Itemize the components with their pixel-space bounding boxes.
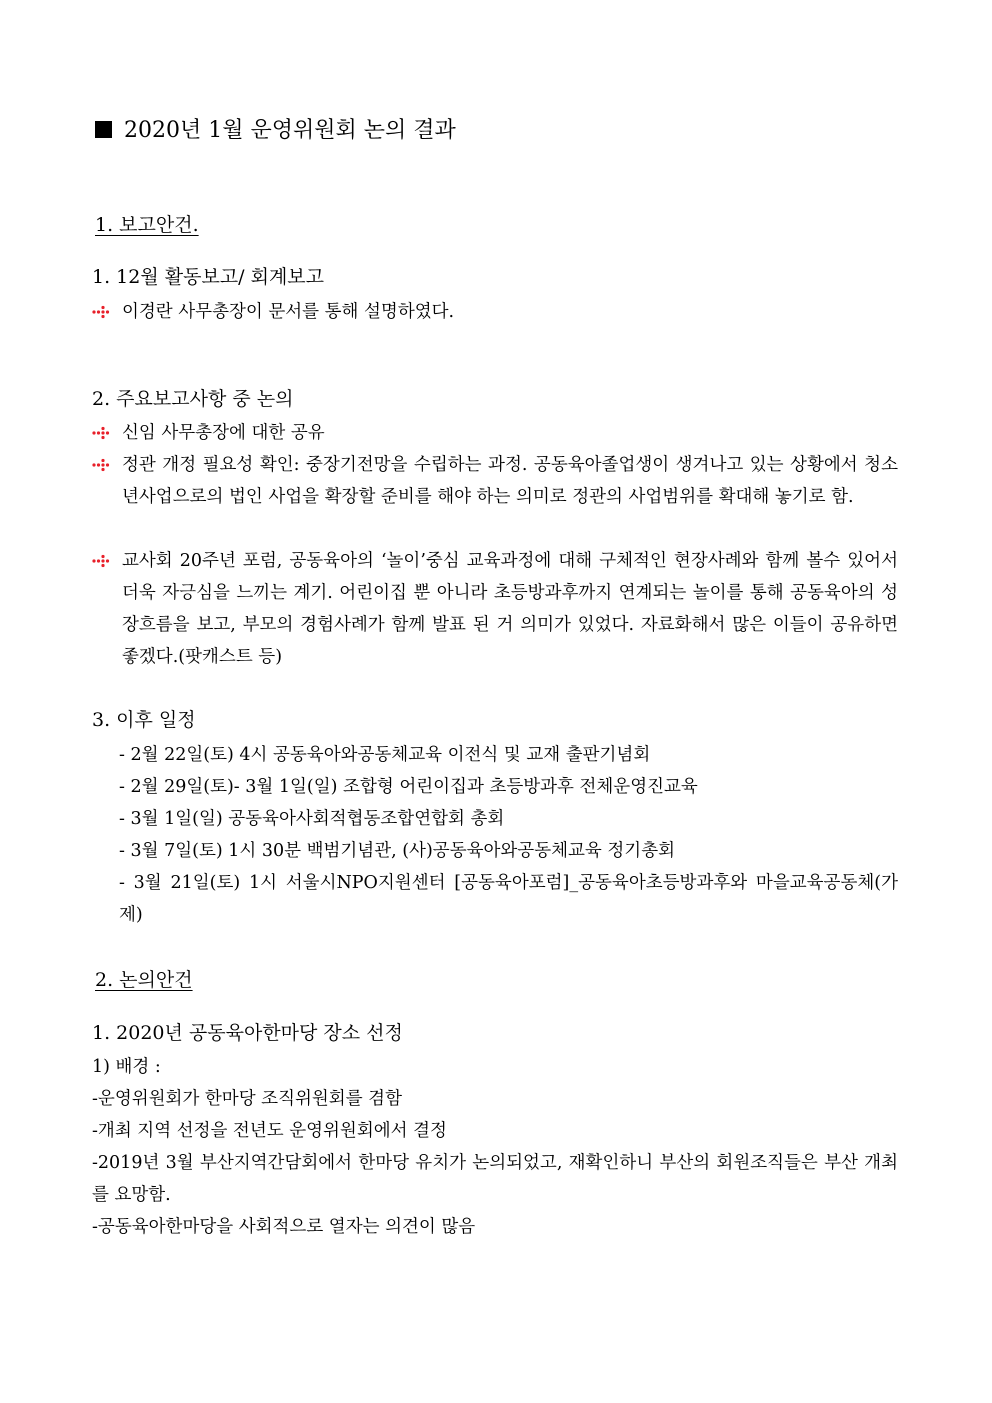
black-square-icon xyxy=(95,121,112,138)
item-title-schedule: 3. 이후 일정 xyxy=(92,709,196,731)
background-line: -개최 지역 선정을 전년도 운영위원회에서 결정 xyxy=(92,1121,447,1141)
bullet-item: 교사회 20주년 포럼, 공동육아의 ‘놀이’중심 교육과정에 대해 구체적인 현장사례와 함께 볼수 있어서 더욱 자긍심을 느끼는 계기. 어린이집 뿐 아니라 초등방과후까지 연계되는 놀이를 통해 공동육아의 성장흐름을 보고, 부모의 경험사례가 함께 발표 된 거 의미가 있었다. 자료화해서 많은 이들이 공유하면 좋겠다.(팟캐스트 등) xyxy=(92,545,898,673)
item-title-venue: 1. 2020년 공동육아한마당 장소 선정 xyxy=(92,1022,403,1044)
schedule-item: - 3월 1일(일) 공동육아사회적협동조합연합회 총회 xyxy=(119,809,505,829)
schedule-item: - 3월 21일(토) 1시 서울시NPO지원센터 [공동육아포럼]_공동육아초등방과후와 마을교육공동체(가제) xyxy=(119,873,898,925)
background-line: -공동육아한마당을 사회적으로 열자는 의견이 많음 xyxy=(92,1217,476,1237)
red-dot-cluster-icon xyxy=(92,554,112,568)
background-label: 1) 배경 : xyxy=(92,1057,161,1077)
bullet-item: 이경란 사무총장이 문서를 통해 설명하였다. xyxy=(92,296,898,328)
background-line: -운영위원회가 한마당 조직위원회를 겸함 xyxy=(92,1089,402,1109)
schedule-item: - 2월 29일(토)- 3월 1일(일) 조합형 어린이집과 초등방과후 전체운영진교육 xyxy=(119,777,698,797)
item-title-main-report: 2. 주요보고사항 중 논의 xyxy=(92,388,294,410)
item-title-activity-report: 1. 12월 활동보고/ 회계보고 xyxy=(92,266,325,288)
section-heading-discussion: 2. 논의안건 xyxy=(95,969,193,991)
red-dot-cluster-icon xyxy=(92,426,112,440)
schedule-item: - 3월 7일(토) 1시 30분 백범기념관, (사)공동육아와공동체교육 정기총회 xyxy=(119,841,676,861)
bullet-item: 정관 개정 필요성 확인: 중장기전망을 수립하는 과정. 공동육아졸업생이 생겨나고 있는 상황에서 청소년사업으로의 법인 사업을 확장할 준비를 해야 하는 의미로 정관의 사업범위를 확대해 놓기로 함. xyxy=(92,449,898,513)
bullet-item: 신임 사무총장에 대한 공유 xyxy=(92,417,898,449)
schedule-item: - 2월 22일(토) 4시 공동육아와공동체교육 이전식 및 교재 출판기념회 xyxy=(119,745,651,765)
document-title: 2020년 1월 운영위원회 논의 결과 xyxy=(95,112,456,150)
red-dot-cluster-icon xyxy=(92,305,112,319)
background-line: -2019년 3월 부산지역간담회에서 한마당 유치가 논의되었고, 재확인하니 부산의 회원조직들은 부산 개최를 요망함. xyxy=(92,1153,898,1205)
section-heading-report: 1. 보고안건. xyxy=(95,214,199,236)
red-dot-cluster-icon xyxy=(92,458,112,472)
